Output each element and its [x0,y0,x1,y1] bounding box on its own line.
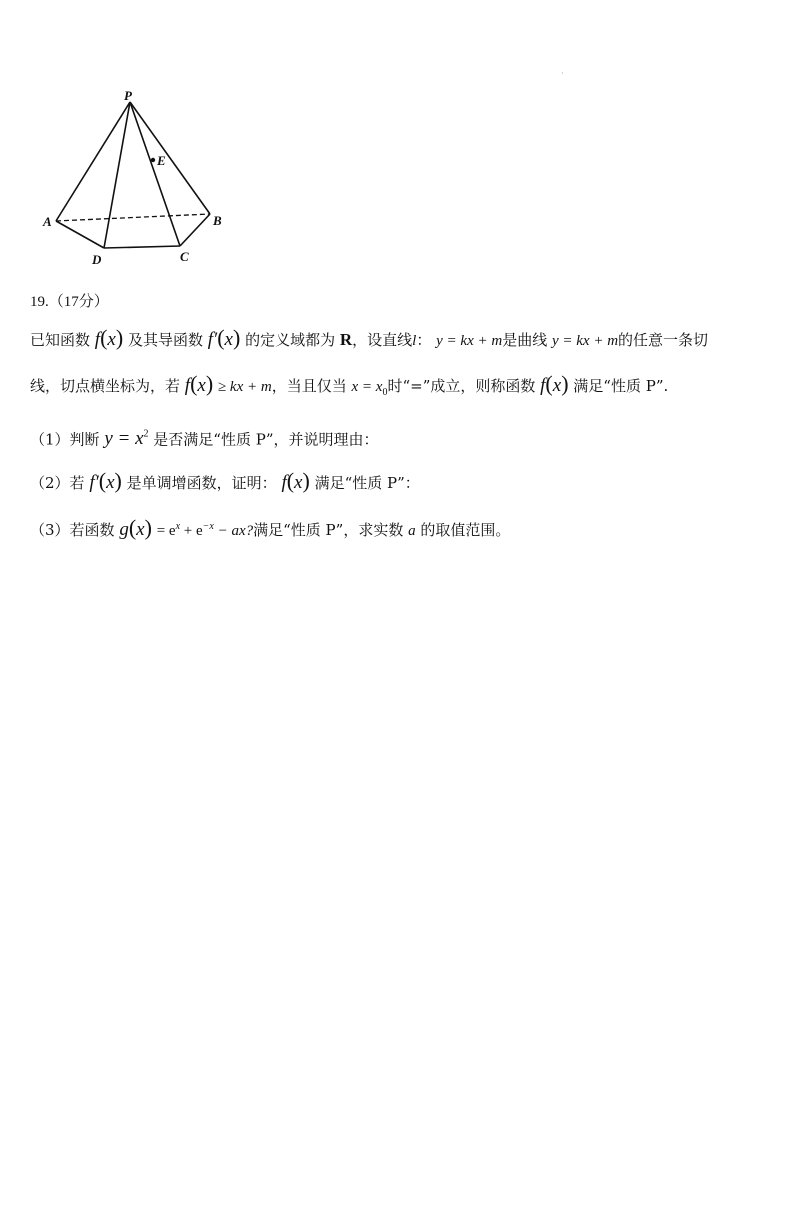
label-B: B [213,213,222,228]
edge-DC [104,246,180,248]
label-A: A [43,214,52,229]
intro-line-1: 已知函数 f(x) 及其导函数 f′(x) 的定义域都为 R，设直线l： y = kx + m是曲线 y = kx + m的任意一条切 [30,325,709,350]
label-E: E [157,153,166,168]
line-l: l [412,333,417,349]
tangent-line-eq: y = kx + m [436,333,503,349]
edge-AB-hidden [56,214,210,221]
fprime-expression: f′(x) [207,325,241,350]
x-equals: x = x [351,379,383,395]
pyramid-diagram [30,88,250,268]
edge-AD [56,221,104,248]
gx-expression: g(x) [119,515,152,540]
fx-expression: f(x) [540,371,569,396]
domain-R: R [339,330,353,349]
point-E [151,158,155,162]
corner-mark: · [561,69,564,78]
fx-expression: f(x) [281,468,310,493]
x0-subscript: 0 [382,387,388,398]
part-1: （1）判断 $y = x^2$ 是否满足“性质 P”，并说明理由： [30,428,379,450]
label-D: D [92,252,102,267]
y-x-squared: $y = x^2$ [104,428,149,450]
fprime-expression: f′(x) [89,468,122,493]
edge-PB [130,102,210,214]
part-3: （3）若函数 $g(x) = e^x + e^{-x}$ − ax?满足“性质 P”，求实数 a 的取值范围。 [30,515,511,540]
edge-CB [180,214,210,246]
intro-line-2: 线，切点横坐标为，若 f(x) ≥ kx + m，当且仅当 $x = x_0$时“=”成立，则称函数 f(x) 满足“性质 P”. [30,371,669,398]
inequality: ≥ kx + m [217,379,272,395]
part-2: （2）若 f′(x) 是单调增函数，证明： f(x) 满足“性质 P”： [30,468,420,493]
label-P: P [124,88,132,103]
param-a: a [408,523,416,539]
fx-expression: f(x) [184,371,214,396]
curve-eq: y = kx + m [551,333,619,349]
edge-PC [130,102,180,246]
question-header: 19.（17分） [30,294,109,310]
gx-definition: = $e^x + e^{-x}$ − ax? [156,521,254,539]
pyramid-figure [30,88,250,268]
label-C: C [180,249,189,264]
fx-expression: f(x) [94,325,124,350]
